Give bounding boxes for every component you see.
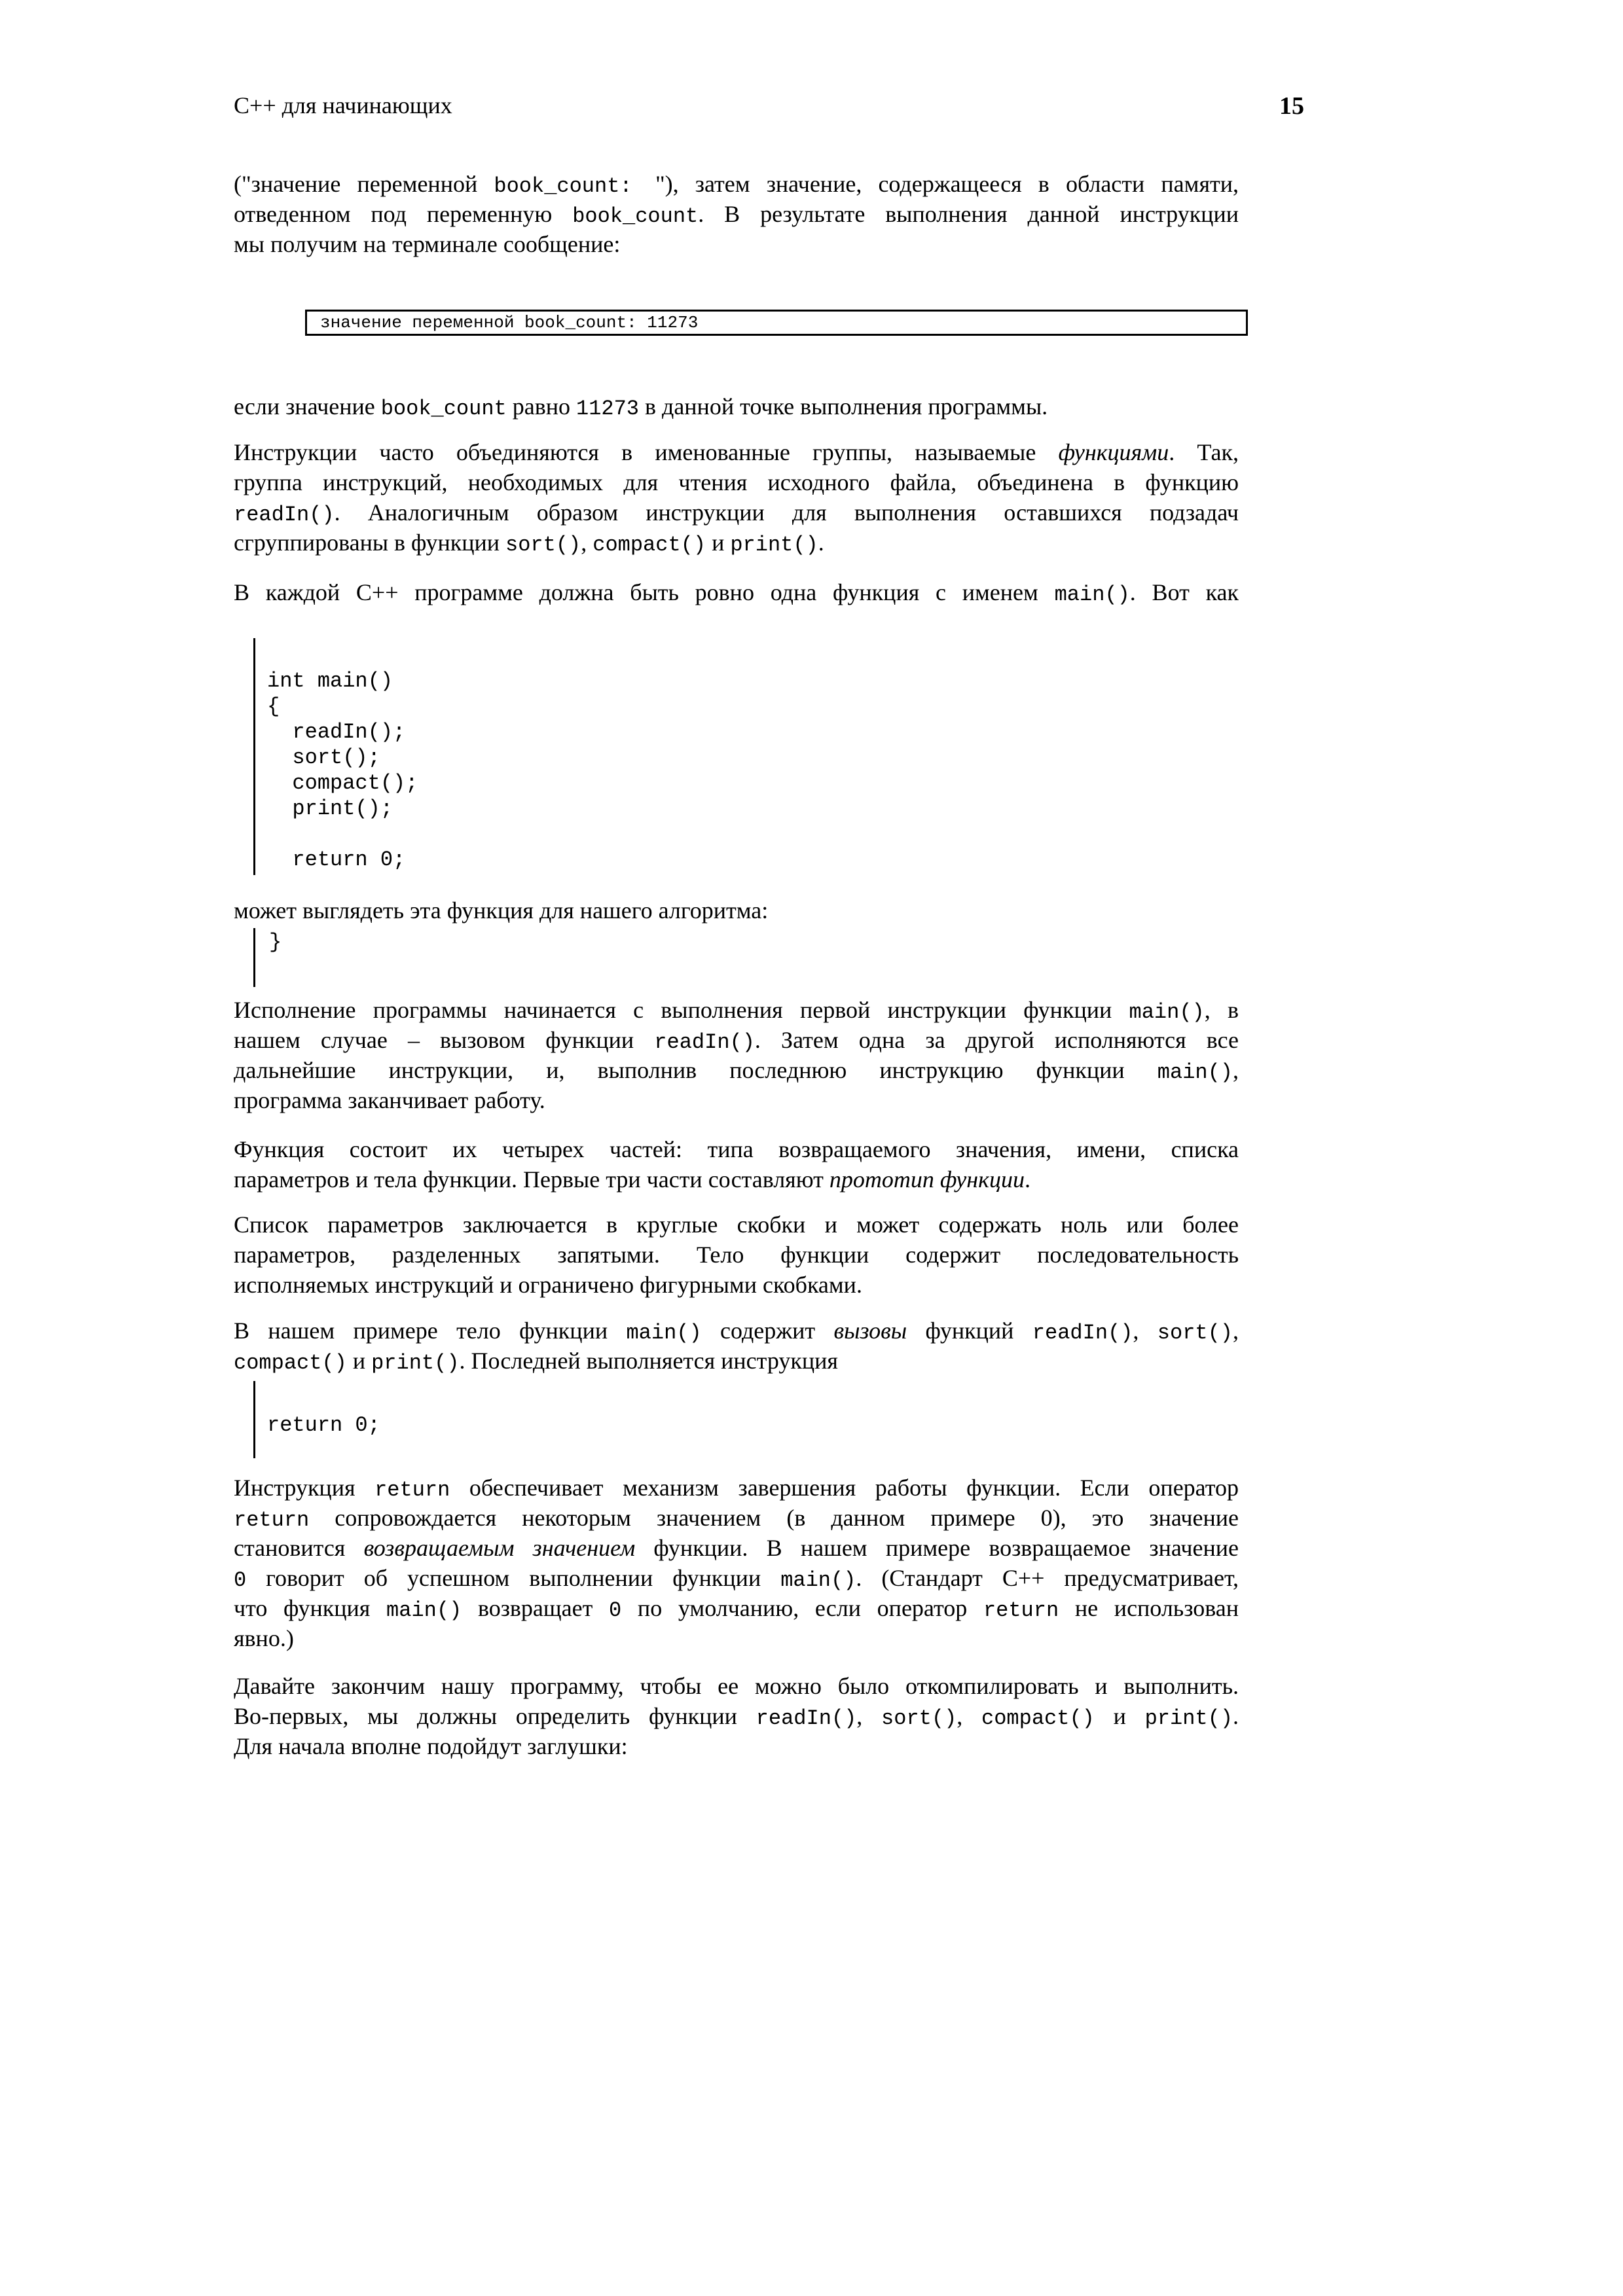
paragraph-functions-intro: Инструкции часто объединяются в именованные группы, называемые функциями. Так, группа инструкций, необходимых для чтения исходного файла, объединена в функцию readIn(). Аналогичным образом инструкции для выполнения оставшихся подзадач сгруппированы в функции sort(), compact() и print(). <box>234 439 1239 557</box>
code-block-return-rule <box>253 1381 255 1458</box>
terminal-output-text: значение переменной book_count: 11273 <box>320 313 699 332</box>
paragraph-function-parts: Функция состоит их четырех частей: типа возвращаемого значения, имени, списка параметров и тела функции. Первые три части составляют прототип функции. <box>234 1136 1239 1193</box>
paragraph-main-caption: может выглядеть эта функция для нашего алгоритма: <box>234 897 769 924</box>
paragraph-condition: если значение book_count равно 11273 в данной точке выполнения программы. <box>234 393 1048 421</box>
running-header-title: C++ для начинающих <box>234 92 452 118</box>
code-closing-brace: } <box>269 930 282 954</box>
paragraph-execution: Исполнение программы начинается с выполнения первой инструкции функции main(), в нашем случае – вызовом функции readIn(). Затем одна за другой исполняются все дальнейшие инструкции, и, выполнив последнюю инструкцию функции main(), программа заканчивает работу. <box>234 997 1239 1113</box>
paragraph-finish-program: Давайте закончим нашу программу, чтобы ее можно было откомпилировать и выполнить. Во-первых, мы должны определить функции readIn(), sort(), compact() и print(). Для начала вполне подойдут заглушки: <box>234 1673 1239 1759</box>
paragraph-output-description: ("значение переменной book_count: "), затем значение, содержащееся в области памяти, отведенном под переменную book_count. В результате выполнения данной инструкции мы получим на терминале сообщение: <box>234 171 1239 257</box>
paragraph-return: Инструкция return обеспечивает механизм завершения работы функции. Если оператор return сопровождается некоторым значением (в данном примере 0), это значение становится возвращаемым значением функции. В нашем примере возвращаемое значение 0 говорит об успешном выполнении функции main(). (Стандарт С++ предусматривает, что функция main() возвращает 0 по умолчанию, если оператор return не использован явно.) <box>234 1475 1239 1651</box>
code-block-rule <box>253 638 255 875</box>
paragraph-calls: В нашем примере тело функции main() содержит вызовы функций readIn(), sort(), compact() и print(). Последней выполняется инструкция <box>234 1318 1239 1375</box>
code-block-main: int main() { readIn(); sort(); compact(); print(); return 0; <box>267 669 418 872</box>
paragraph-main-function: В каждой С++ программе должна быть ровно одна функция с именем main(). Вот как <box>234 579 1239 607</box>
terminal-output-box <box>305 310 1248 336</box>
code-block-return: return 0; <box>267 1413 380 1437</box>
page-number: 15 <box>1279 92 1304 120</box>
paragraph-parameters: Список параметров заключается в круглые скобки и может содержать ноль или более параметров, разделенных запятыми. Тело функции содержит последовательность исполняемых инструкций и ограничено фигурными скобками. <box>234 1211 1239 1298</box>
code-block-end-rule <box>253 928 255 987</box>
